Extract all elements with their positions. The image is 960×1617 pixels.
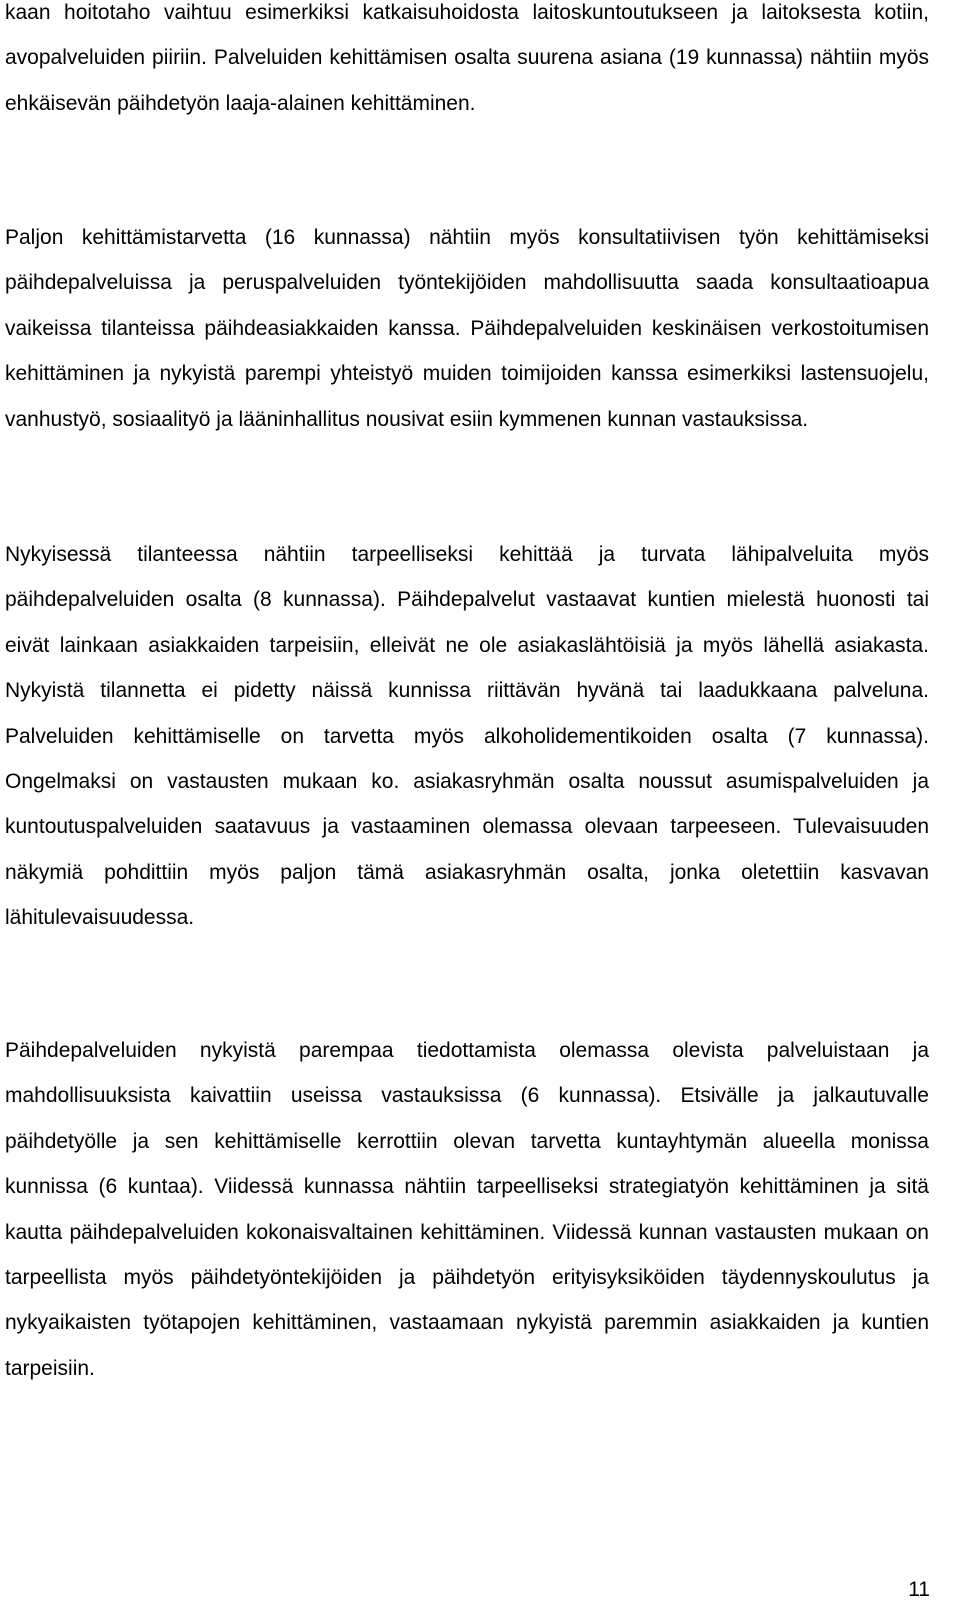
- paragraph-2: Paljon kehittämistarvetta (16 kunnassa) nähtiin myös konsultatiivisen työn kehittämiseksi päihdepalveluissa ja peruspalveluiden työntekijöiden mahdollisuutta saada konsultaatioapua vaikeissa tilanteissa päihdeasiakkaiden kanssa. Päihdepalveluiden keskinäisen verkostoitumisen kehittäminen ja nykyistä parempi yhteistyö muiden toimijoiden kanssa esimerkiksi lastensuojelu, vanhustyö, sosiaalityö ja lääninhallitus nousivat esiin kymmenen kunnan vastauksissa.: [5, 226, 929, 431]
- page-number: 11: [908, 1578, 930, 1601]
- paragraph-4: Päihdepalveluiden nykyistä parempaa tiedottamista olemassa olevista palveluistaan ja mahdollisuuksista kaivattiin useissa vastauksissa (6 kunnassa). Etsivälle ja jalkautuvalle päihdetyölle ja sen kehittämiselle kerrottiin olevan tarvetta kuntayhtymän alueella monissa kunnissa (6 kuntaa). Viidessä kunnassa nähtiin tarpeelliseksi strategiatyön kehittäminen ja sitä kautta päihdepalveluiden kokonaisvaltainen kehittäminen. Viidessä kunnan vastausten mukaan on tarpeellista myös päihdetyöntekijöiden ja päihdetyön erityisyksiköiden täydennyskoulutus ja nykyaikaisten työtapojen kehittäminen, vastaamaan nykyistä paremmin asiakkaiden ja kuntien tarpeisiin.: [5, 1039, 929, 1380]
- paragraph-3: Nykyisessä tilanteessa nähtiin tarpeelliseksi kehittää ja turvata lähipalveluita myös päihdepalveluiden osalta (8 kunnassa). Päihdepalvelut vastaavat kuntien mielestä huonosti tai eivät lainkaan asiakkaiden tarpeisiin, elleivät ne ole asiakaslähtöisiä ja myös lähellä asiakasta. Nykyistä tilannetta ei pidetty näissä kunnissa riittävän hyvänä tai laadukkaana palveluna. Palveluiden kehittämiselle on tarvetta myös alkoholidementikoiden osalta (7 kunnassa). Ongelmaksi on vastausten mukaan ko. asiakasryhmän osalta noussut asumispalveluiden ja kuntoutuspalveluiden saatavuus ja vastaaminen olemassa olevaan tarpeeseen. Tulevaisuuden näkymiä pohdittiin myös paljon tämä asiakasryhmän osalta, jonka oletettiin kasvavan lähitulevaisuudessa.: [5, 543, 929, 930]
- paragraph-1: kaan hoitotaho vaihtuu esimerkiksi katkaisuhoidosta laitoskuntoutukseen ja laitoksesta kotiin, avopalveluiden piiriin. Palveluiden kehittämisen osalta suurena asiana (19 kunnassa) nähtiin myös ehkäisevän päihdetyön laaja-alainen kehittäminen.: [5, 1, 929, 115]
